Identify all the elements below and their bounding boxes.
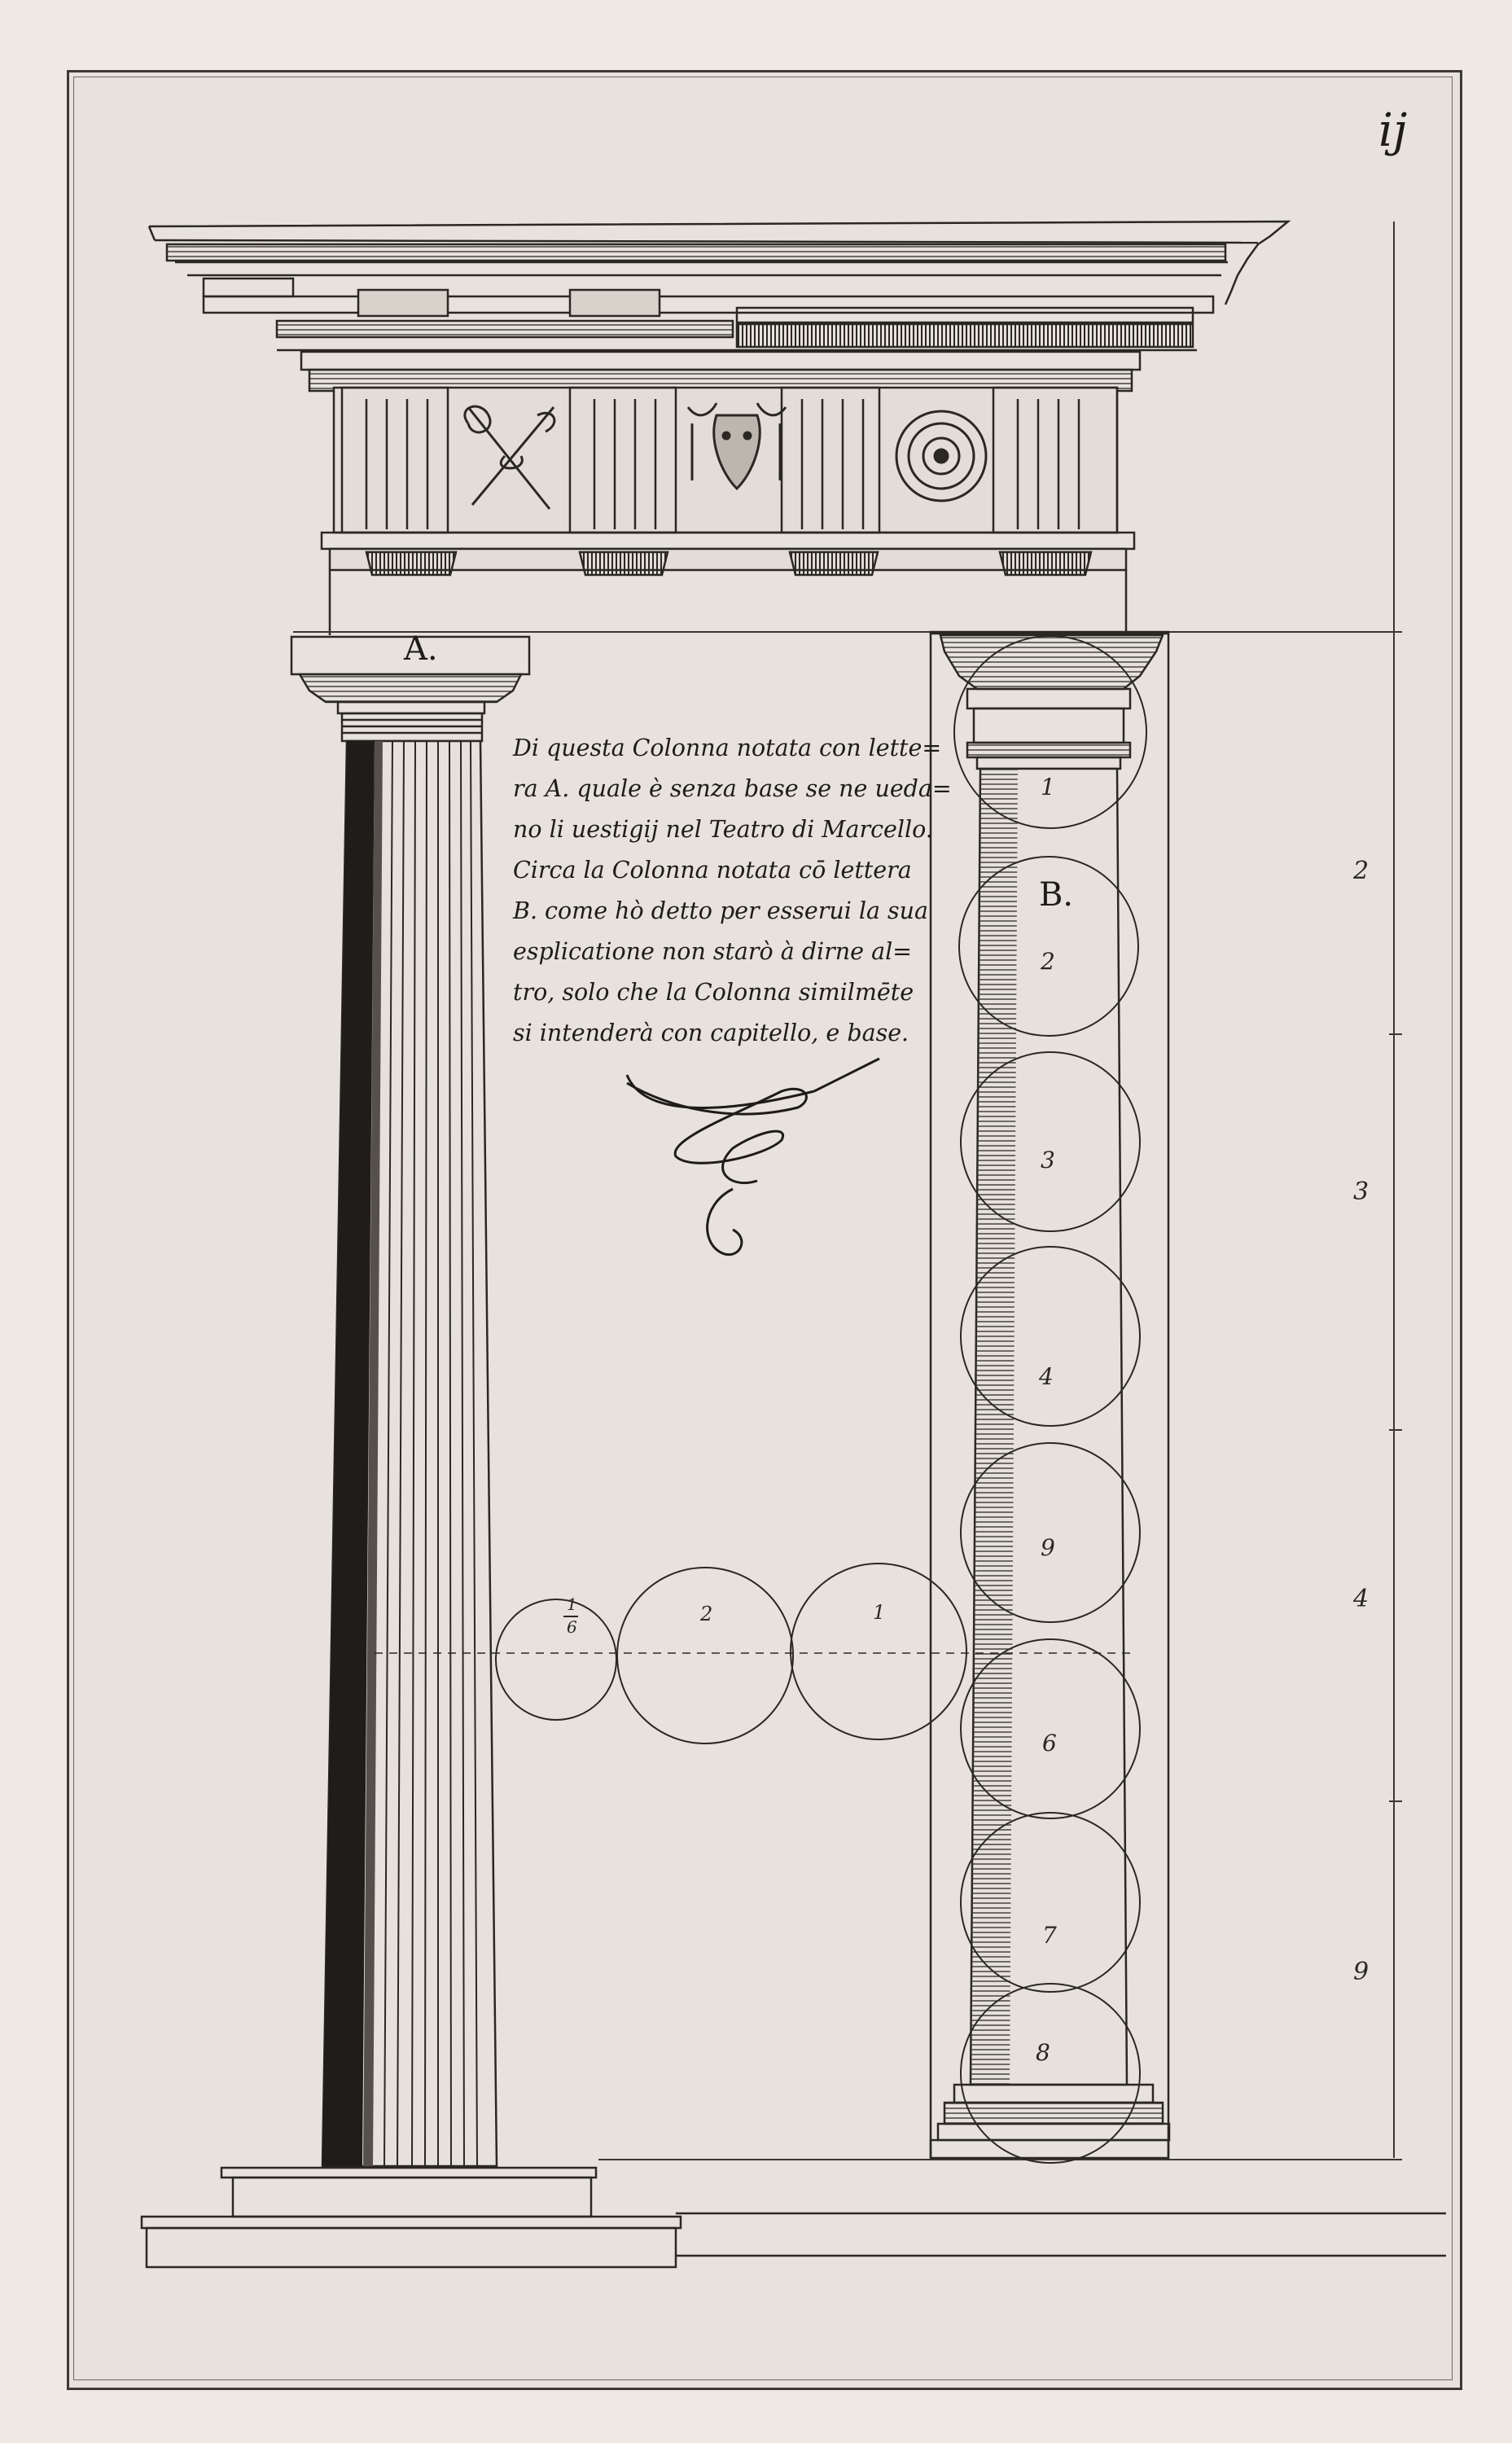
module-number: 1 — [1041, 774, 1055, 800]
module-number: 9 — [1041, 1534, 1055, 1561]
height-scale-number: 9 — [1353, 1958, 1370, 1986]
module-number: 6 — [1042, 1730, 1057, 1757]
calligraphic-flourish — [627, 1059, 879, 1255]
caption-line: esplicatione non starò à dirne al= — [513, 938, 913, 965]
column-b-label: B. — [1039, 876, 1074, 914]
fraction-numerator: 1 — [567, 1594, 577, 1614]
module-number: 4 — [1039, 1363, 1054, 1390]
caption-line: si intenderà con capitello, e base. — [513, 1020, 909, 1046]
column-a-label: A. — [404, 630, 438, 668]
module-number: 7 — [1042, 1922, 1057, 1949]
height-scale-number: 4 — [1353, 1585, 1370, 1613]
caption-line: ra A. quale è senza base se ne ueda= — [513, 775, 952, 802]
module-number: 8 — [1036, 2039, 1050, 2066]
fraction-denominator: 6 — [567, 1617, 577, 1637]
entablature — [149, 221, 1288, 635]
height-scale-number: 3 — [1353, 1178, 1370, 1206]
height-scale-number: 2 — [1353, 857, 1370, 885]
module-number: 3 — [1041, 1147, 1055, 1173]
horizontal-module-number: 2 — [700, 1603, 713, 1625]
caption-line: Di questa Colonna notata con lette= — [513, 735, 942, 761]
caption-line: tro, solo che la Colonna similmēte — [513, 979, 914, 1006]
caption-line: B. come hò detto per esserui la sua — [513, 897, 929, 924]
caption-line: no li uestigij nel Teatro di Marcello. — [513, 816, 933, 843]
module-number: 2 — [1041, 948, 1055, 975]
caption — [513, 728, 952, 1054]
horizontal-module-number: 1 — [873, 1601, 886, 1624]
metope-ornament-rosette — [896, 411, 986, 501]
caption-line: Circa la Colonna notata cō lettera — [513, 857, 912, 884]
page-number: ij — [1378, 104, 1408, 157]
